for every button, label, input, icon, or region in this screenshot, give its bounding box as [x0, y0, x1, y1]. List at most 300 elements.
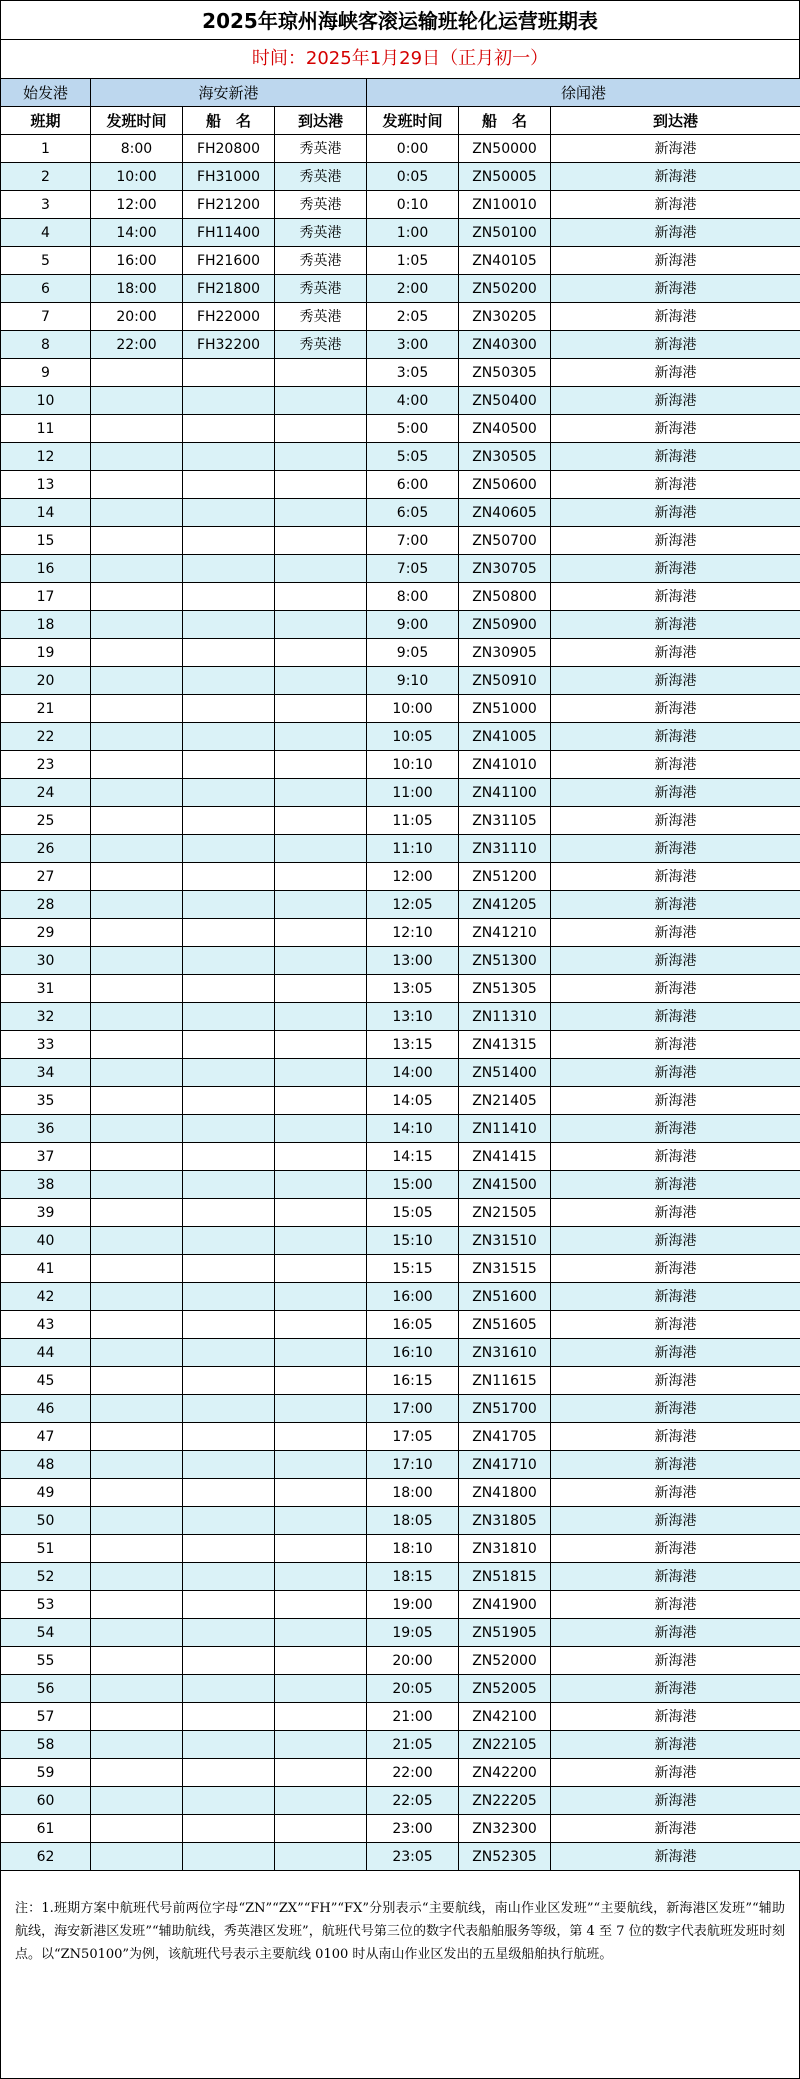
dest-port-a-cell	[275, 863, 367, 891]
table-row	[1, 415, 800, 443]
ship-name-a-cell	[183, 1087, 275, 1115]
page-title: 2025年琼州海峡客滚运输班轮化运营班期表	[0, 0, 800, 40]
ship-name-a-cell	[183, 723, 275, 751]
ship-name-b-cell: ZN41500	[459, 1171, 551, 1199]
table-row	[1, 919, 800, 947]
ship-name-a-cell	[183, 1115, 275, 1143]
ship-name-b-cell: ZN51000	[459, 695, 551, 723]
dest-port-b-cell: 新海港	[551, 1787, 800, 1815]
depart-time-b-cell: 13:05	[367, 975, 459, 1003]
col-header-dest-a: 到达港	[275, 107, 367, 135]
ship-name-a-cell	[183, 471, 275, 499]
ship-name-b-cell: ZN41705	[459, 1423, 551, 1451]
dest-port-a-cell	[275, 1675, 367, 1703]
port-a-header: 海安新港	[91, 79, 367, 107]
dest-port-b-cell: 新海港	[551, 779, 800, 807]
table-row	[1, 1087, 800, 1115]
dest-port-a-cell	[275, 723, 367, 751]
dest-port-b-cell: 新海港	[551, 275, 800, 303]
depart-time-b-cell: 0:00	[367, 135, 459, 163]
dest-port-b-cell: 新海港	[551, 1647, 800, 1675]
dest-port-a-cell	[275, 359, 367, 387]
table-row	[1, 723, 800, 751]
sailing-no-cell: 33	[1, 1031, 91, 1059]
depart-time-a-cell	[91, 1171, 183, 1199]
dest-port-a-cell	[275, 527, 367, 555]
ship-name-b-cell: ZN32300	[459, 1815, 551, 1843]
depart-time-a-cell: 22:00	[91, 331, 183, 359]
sailing-no-cell: 52	[1, 1563, 91, 1591]
ship-name-a-cell	[183, 1731, 275, 1759]
depart-time-a-cell	[91, 1479, 183, 1507]
dest-port-a-cell	[275, 695, 367, 723]
ship-name-a-cell	[183, 1843, 275, 1871]
dest-port-b-cell: 新海港	[551, 1507, 800, 1535]
table-row	[1, 611, 800, 639]
table-row	[1, 499, 800, 527]
sailing-no-cell: 55	[1, 1647, 91, 1675]
dest-port-b-cell: 新海港	[551, 1199, 800, 1227]
dest-port-a-cell	[275, 1703, 367, 1731]
col-header-ship-a: 船 名	[183, 107, 275, 135]
depart-time-a-cell	[91, 1227, 183, 1255]
depart-time-a-cell	[91, 1619, 183, 1647]
sailing-no-cell: 2	[1, 163, 91, 191]
sailing-no-cell: 23	[1, 751, 91, 779]
dest-port-b-cell: 新海港	[551, 247, 800, 275]
depart-time-b-cell: 12:05	[367, 891, 459, 919]
ship-name-a-cell	[183, 583, 275, 611]
depart-time-a-cell	[91, 1115, 183, 1143]
depart-time-a-cell	[91, 387, 183, 415]
ship-name-b-cell: ZN41005	[459, 723, 551, 751]
sailing-no-cell: 41	[1, 1255, 91, 1283]
dest-port-a-cell	[275, 1535, 367, 1563]
depart-time-b-cell: 1:00	[367, 219, 459, 247]
ship-name-a-cell: FH22000	[183, 303, 275, 331]
depart-time-b-cell: 16:00	[367, 1283, 459, 1311]
dest-port-a-cell	[275, 835, 367, 863]
table-row	[1, 1283, 800, 1311]
ship-name-a-cell	[183, 1059, 275, 1087]
dest-port-a-cell	[275, 1647, 367, 1675]
sailing-no-cell: 14	[1, 499, 91, 527]
depart-time-b-cell: 21:00	[367, 1703, 459, 1731]
table-row	[1, 1759, 800, 1787]
depart-time-a-cell	[91, 443, 183, 471]
depart-time-a-cell	[91, 1731, 183, 1759]
depart-time-a-cell: 20:00	[91, 303, 183, 331]
table-row	[1, 1115, 800, 1143]
depart-time-a-cell	[91, 667, 183, 695]
depart-time-a-cell	[91, 1143, 183, 1171]
ship-name-b-cell: ZN42100	[459, 1703, 551, 1731]
dest-port-b-cell: 新海港	[551, 975, 800, 1003]
table-row	[1, 247, 800, 275]
ship-name-b-cell: ZN31510	[459, 1227, 551, 1255]
table-row	[1, 667, 800, 695]
table-row	[1, 891, 800, 919]
depart-time-a-cell	[91, 1059, 183, 1087]
ship-name-b-cell: ZN30505	[459, 443, 551, 471]
depart-time-a-cell	[91, 723, 183, 751]
dest-port-a-cell	[275, 1619, 367, 1647]
ship-name-a-cell	[183, 1031, 275, 1059]
depart-time-b-cell: 17:10	[367, 1451, 459, 1479]
dest-port-b-cell: 新海港	[551, 835, 800, 863]
depart-time-b-cell: 13:15	[367, 1031, 459, 1059]
dest-port-a-cell	[275, 1479, 367, 1507]
table-row	[1, 639, 800, 667]
ship-name-a-cell	[183, 1199, 275, 1227]
dest-port-b-cell: 新海港	[551, 135, 800, 163]
ship-name-a-cell	[183, 1591, 275, 1619]
table-row	[1, 1143, 800, 1171]
ship-name-b-cell: ZN50005	[459, 163, 551, 191]
ship-name-b-cell: ZN50700	[459, 527, 551, 555]
depart-time-a-cell	[91, 1339, 183, 1367]
ship-name-a-cell	[183, 611, 275, 639]
depart-time-a-cell	[91, 1647, 183, 1675]
depart-time-a-cell	[91, 1311, 183, 1339]
origin-port-label: 始发港	[1, 79, 91, 107]
depart-time-b-cell: 12:00	[367, 863, 459, 891]
ship-name-b-cell: ZN50900	[459, 611, 551, 639]
dest-port-a-cell	[275, 583, 367, 611]
col-header-depart-a: 发班时间	[91, 107, 183, 135]
table-row	[1, 1731, 800, 1759]
depart-time-a-cell	[91, 1283, 183, 1311]
table-row	[1, 1451, 800, 1479]
dest-port-b-cell: 新海港	[551, 1367, 800, 1395]
dest-port-a-cell	[275, 611, 367, 639]
ship-name-b-cell: ZN51305	[459, 975, 551, 1003]
table-row	[1, 331, 800, 359]
ship-name-a-cell	[183, 387, 275, 415]
dest-port-a-cell	[275, 947, 367, 975]
depart-time-b-cell: 13:10	[367, 1003, 459, 1031]
table-row	[1, 191, 800, 219]
ship-name-b-cell: ZN50305	[459, 359, 551, 387]
sailing-no-cell: 59	[1, 1759, 91, 1787]
depart-time-a-cell	[91, 779, 183, 807]
sailing-no-cell: 44	[1, 1339, 91, 1367]
ship-name-b-cell: ZN52005	[459, 1675, 551, 1703]
depart-time-a-cell	[91, 499, 183, 527]
depart-time-b-cell: 3:00	[367, 331, 459, 359]
sailing-no-cell: 31	[1, 975, 91, 1003]
dest-port-b-cell: 新海港	[551, 919, 800, 947]
ship-name-a-cell	[183, 695, 275, 723]
dest-port-b-cell: 新海港	[551, 1535, 800, 1563]
depart-time-a-cell	[91, 1703, 183, 1731]
ship-name-a-cell	[183, 639, 275, 667]
table-row	[1, 359, 800, 387]
dest-port-b-cell: 新海港	[551, 695, 800, 723]
table-row	[1, 527, 800, 555]
sailing-no-cell: 53	[1, 1591, 91, 1619]
ship-name-b-cell: ZN51600	[459, 1283, 551, 1311]
col-header-sailing: 班期	[1, 107, 91, 135]
depart-time-b-cell: 5:00	[367, 415, 459, 443]
depart-time-b-cell: 17:00	[367, 1395, 459, 1423]
depart-time-a-cell	[91, 919, 183, 947]
ship-name-b-cell: ZN41710	[459, 1451, 551, 1479]
depart-time-b-cell: 22:05	[367, 1787, 459, 1815]
sailing-no-cell: 9	[1, 359, 91, 387]
depart-time-a-cell	[91, 1199, 183, 1227]
ship-name-b-cell: ZN41010	[459, 751, 551, 779]
dest-port-a-cell	[275, 1339, 367, 1367]
ship-name-b-cell: ZN50400	[459, 387, 551, 415]
depart-time-a-cell	[91, 1255, 183, 1283]
ship-name-a-cell	[183, 1703, 275, 1731]
ship-name-a-cell	[183, 1563, 275, 1591]
depart-time-b-cell: 10:10	[367, 751, 459, 779]
sailing-no-cell: 42	[1, 1283, 91, 1311]
dest-port-b-cell: 新海港	[551, 947, 800, 975]
depart-time-b-cell: 20:05	[367, 1675, 459, 1703]
dest-port-a-cell	[275, 1507, 367, 1535]
ship-name-b-cell: ZN41205	[459, 891, 551, 919]
dest-port-a-cell	[275, 1591, 367, 1619]
ship-name-a-cell	[183, 863, 275, 891]
depart-time-b-cell: 10:00	[367, 695, 459, 723]
sailing-no-cell: 7	[1, 303, 91, 331]
depart-time-b-cell: 7:05	[367, 555, 459, 583]
depart-time-b-cell: 18:00	[367, 1479, 459, 1507]
ship-name-b-cell: ZN41100	[459, 779, 551, 807]
ship-name-b-cell: ZN41900	[459, 1591, 551, 1619]
depart-time-a-cell	[91, 555, 183, 583]
ship-name-b-cell: ZN31610	[459, 1339, 551, 1367]
ship-name-a-cell: FH11400	[183, 219, 275, 247]
dest-port-b-cell: 新海港	[551, 1031, 800, 1059]
depart-time-b-cell: 14:05	[367, 1087, 459, 1115]
dest-port-b-cell: 新海港	[551, 1703, 800, 1731]
dest-port-b-cell: 新海港	[551, 1255, 800, 1283]
sailing-no-cell: 54	[1, 1619, 91, 1647]
ship-name-b-cell: ZN10010	[459, 191, 551, 219]
table-row	[1, 1703, 800, 1731]
sailing-no-cell: 56	[1, 1675, 91, 1703]
dest-port-a-cell	[275, 1143, 367, 1171]
table-row	[1, 1199, 800, 1227]
depart-time-a-cell	[91, 1395, 183, 1423]
ship-name-b-cell: ZN51700	[459, 1395, 551, 1423]
table-row	[1, 1339, 800, 1367]
table-row	[1, 1843, 800, 1871]
dest-port-a-cell: 秀英港	[275, 303, 367, 331]
depart-time-a-cell	[91, 359, 183, 387]
dest-port-a-cell	[275, 471, 367, 499]
ship-name-b-cell: ZN11410	[459, 1115, 551, 1143]
sailing-no-cell: 17	[1, 583, 91, 611]
dest-port-b-cell: 新海港	[551, 499, 800, 527]
sailing-no-cell: 29	[1, 919, 91, 947]
dest-port-a-cell: 秀英港	[275, 331, 367, 359]
depart-time-b-cell: 15:15	[367, 1255, 459, 1283]
ship-name-a-cell	[183, 555, 275, 583]
sailing-no-cell: 20	[1, 667, 91, 695]
dest-port-a-cell	[275, 1731, 367, 1759]
dest-port-a-cell: 秀英港	[275, 247, 367, 275]
ship-name-a-cell: FH32200	[183, 331, 275, 359]
dest-port-b-cell: 新海港	[551, 1059, 800, 1087]
ship-name-b-cell: ZN51605	[459, 1311, 551, 1339]
depart-time-b-cell: 16:10	[367, 1339, 459, 1367]
dest-port-b-cell: 新海港	[551, 863, 800, 891]
dest-port-b-cell: 新海港	[551, 359, 800, 387]
sailing-no-cell: 15	[1, 527, 91, 555]
ship-name-b-cell: ZN41800	[459, 1479, 551, 1507]
depart-time-a-cell	[91, 1367, 183, 1395]
ship-name-a-cell	[183, 807, 275, 835]
depart-time-b-cell: 10:05	[367, 723, 459, 751]
dest-port-a-cell	[275, 1423, 367, 1451]
table-row	[1, 1479, 800, 1507]
ship-name-b-cell: ZN31805	[459, 1507, 551, 1535]
depart-time-b-cell: 9:10	[367, 667, 459, 695]
date-subtitle: 时间：2025年1月29日（正月初一）	[0, 40, 800, 78]
depart-time-b-cell: 20:00	[367, 1647, 459, 1675]
ship-name-a-cell	[183, 1143, 275, 1171]
table-row	[1, 835, 800, 863]
dest-port-a-cell	[275, 1563, 367, 1591]
dest-port-a-cell	[275, 1787, 367, 1815]
dest-port-b-cell: 新海港	[551, 1115, 800, 1143]
ship-name-b-cell: ZN50800	[459, 583, 551, 611]
ship-name-b-cell: ZN52000	[459, 1647, 551, 1675]
ship-name-a-cell	[183, 1311, 275, 1339]
table-row	[1, 1815, 800, 1843]
table-row	[1, 471, 800, 499]
ship-name-b-cell: ZN30205	[459, 303, 551, 331]
table-row	[1, 135, 800, 163]
ship-name-a-cell	[183, 1619, 275, 1647]
footnote: 注：1.班期方案中航班代号前两位字母“ZN”“ZX”“FH”“FX”分别表示“主要航线，南山作业区发班”“主要航线，新海港区发班”“辅助航线，海安新港区发班”“辅助航线，秀英港区发班”，航班代号第三位的数字代表船舶服务等级，第 4 至 7 位的数字代表航班发班时刻点。以“ZN50100”为例，该航班代号表示主要航线 0100 时从南山作业区发出的五星级船舶执行航班。	[0, 1871, 800, 2079]
ship-name-a-cell	[183, 1423, 275, 1451]
ship-name-a-cell	[183, 1451, 275, 1479]
dest-port-a-cell	[275, 387, 367, 415]
depart-time-a-cell	[91, 1087, 183, 1115]
dest-port-a-cell	[275, 1311, 367, 1339]
table-row	[1, 1591, 800, 1619]
dest-port-b-cell: 新海港	[551, 387, 800, 415]
depart-time-b-cell: 1:05	[367, 247, 459, 275]
dest-port-b-cell: 新海港	[551, 303, 800, 331]
depart-time-b-cell: 16:05	[367, 1311, 459, 1339]
ship-name-a-cell	[183, 1171, 275, 1199]
sailing-no-cell: 62	[1, 1843, 91, 1871]
dest-port-b-cell: 新海港	[551, 1591, 800, 1619]
depart-time-b-cell: 11:05	[367, 807, 459, 835]
table-row	[1, 163, 800, 191]
depart-time-b-cell: 3:05	[367, 359, 459, 387]
table-row	[1, 1675, 800, 1703]
depart-time-a-cell	[91, 695, 183, 723]
port-b-header: 徐闻港	[367, 79, 800, 107]
sailing-no-cell: 6	[1, 275, 91, 303]
dest-port-b-cell: 新海港	[551, 191, 800, 219]
dest-port-b-cell: 新海港	[551, 471, 800, 499]
depart-time-b-cell: 18:05	[367, 1507, 459, 1535]
ship-name-a-cell	[183, 1675, 275, 1703]
column-header-row	[1, 107, 800, 135]
table-row	[1, 975, 800, 1003]
ship-name-a-cell: FH21200	[183, 191, 275, 219]
sailing-no-cell: 30	[1, 947, 91, 975]
depart-time-b-cell: 9:05	[367, 639, 459, 667]
sailing-no-cell: 61	[1, 1815, 91, 1843]
table-row	[1, 1255, 800, 1283]
table-row	[1, 1003, 800, 1031]
dest-port-b-cell: 新海港	[551, 1339, 800, 1367]
sailing-no-cell: 22	[1, 723, 91, 751]
depart-time-a-cell	[91, 1535, 183, 1563]
ship-name-b-cell: ZN11615	[459, 1367, 551, 1395]
sailing-no-cell: 3	[1, 191, 91, 219]
table-row	[1, 779, 800, 807]
sailing-no-cell: 19	[1, 639, 91, 667]
sailing-no-cell: 50	[1, 1507, 91, 1535]
table-row	[1, 219, 800, 247]
depart-time-b-cell: 22:00	[367, 1759, 459, 1787]
depart-time-a-cell: 16:00	[91, 247, 183, 275]
ship-name-b-cell: ZN51200	[459, 863, 551, 891]
dest-port-b-cell: 新海港	[551, 1731, 800, 1759]
depart-time-a-cell	[91, 1787, 183, 1815]
depart-time-a-cell	[91, 1843, 183, 1871]
sailing-no-cell: 58	[1, 1731, 91, 1759]
depart-time-a-cell	[91, 1815, 183, 1843]
sailing-no-cell: 24	[1, 779, 91, 807]
depart-time-b-cell: 6:05	[367, 499, 459, 527]
ship-name-a-cell	[183, 443, 275, 471]
depart-time-a-cell	[91, 1451, 183, 1479]
table-row	[1, 947, 800, 975]
sailing-no-cell: 57	[1, 1703, 91, 1731]
dest-port-b-cell: 新海港	[551, 1815, 800, 1843]
dest-port-b-cell: 新海港	[551, 1843, 800, 1871]
sailing-no-cell: 11	[1, 415, 91, 443]
ship-name-a-cell	[183, 891, 275, 919]
dest-port-b-cell: 新海港	[551, 639, 800, 667]
dest-port-b-cell: 新海港	[551, 163, 800, 191]
ship-name-b-cell: ZN30905	[459, 639, 551, 667]
ship-name-a-cell	[183, 919, 275, 947]
sailing-no-cell: 1	[1, 135, 91, 163]
depart-time-a-cell	[91, 527, 183, 555]
depart-time-b-cell: 0:05	[367, 163, 459, 191]
sailing-no-cell: 10	[1, 387, 91, 415]
ship-name-b-cell: ZN31105	[459, 807, 551, 835]
ship-name-b-cell: ZN21505	[459, 1199, 551, 1227]
ship-name-b-cell: ZN50000	[459, 135, 551, 163]
depart-time-b-cell: 16:15	[367, 1367, 459, 1395]
depart-time-b-cell: 8:00	[367, 583, 459, 611]
ship-name-a-cell	[183, 1367, 275, 1395]
ship-name-a-cell	[183, 1003, 275, 1031]
schedule-table	[0, 78, 800, 1871]
dest-port-b-cell: 新海港	[551, 1171, 800, 1199]
ship-name-a-cell	[183, 1479, 275, 1507]
sailing-no-cell: 28	[1, 891, 91, 919]
ship-name-b-cell: ZN51905	[459, 1619, 551, 1647]
table-row	[1, 1619, 800, 1647]
ship-name-b-cell: ZN51815	[459, 1563, 551, 1591]
depart-time-a-cell: 18:00	[91, 275, 183, 303]
